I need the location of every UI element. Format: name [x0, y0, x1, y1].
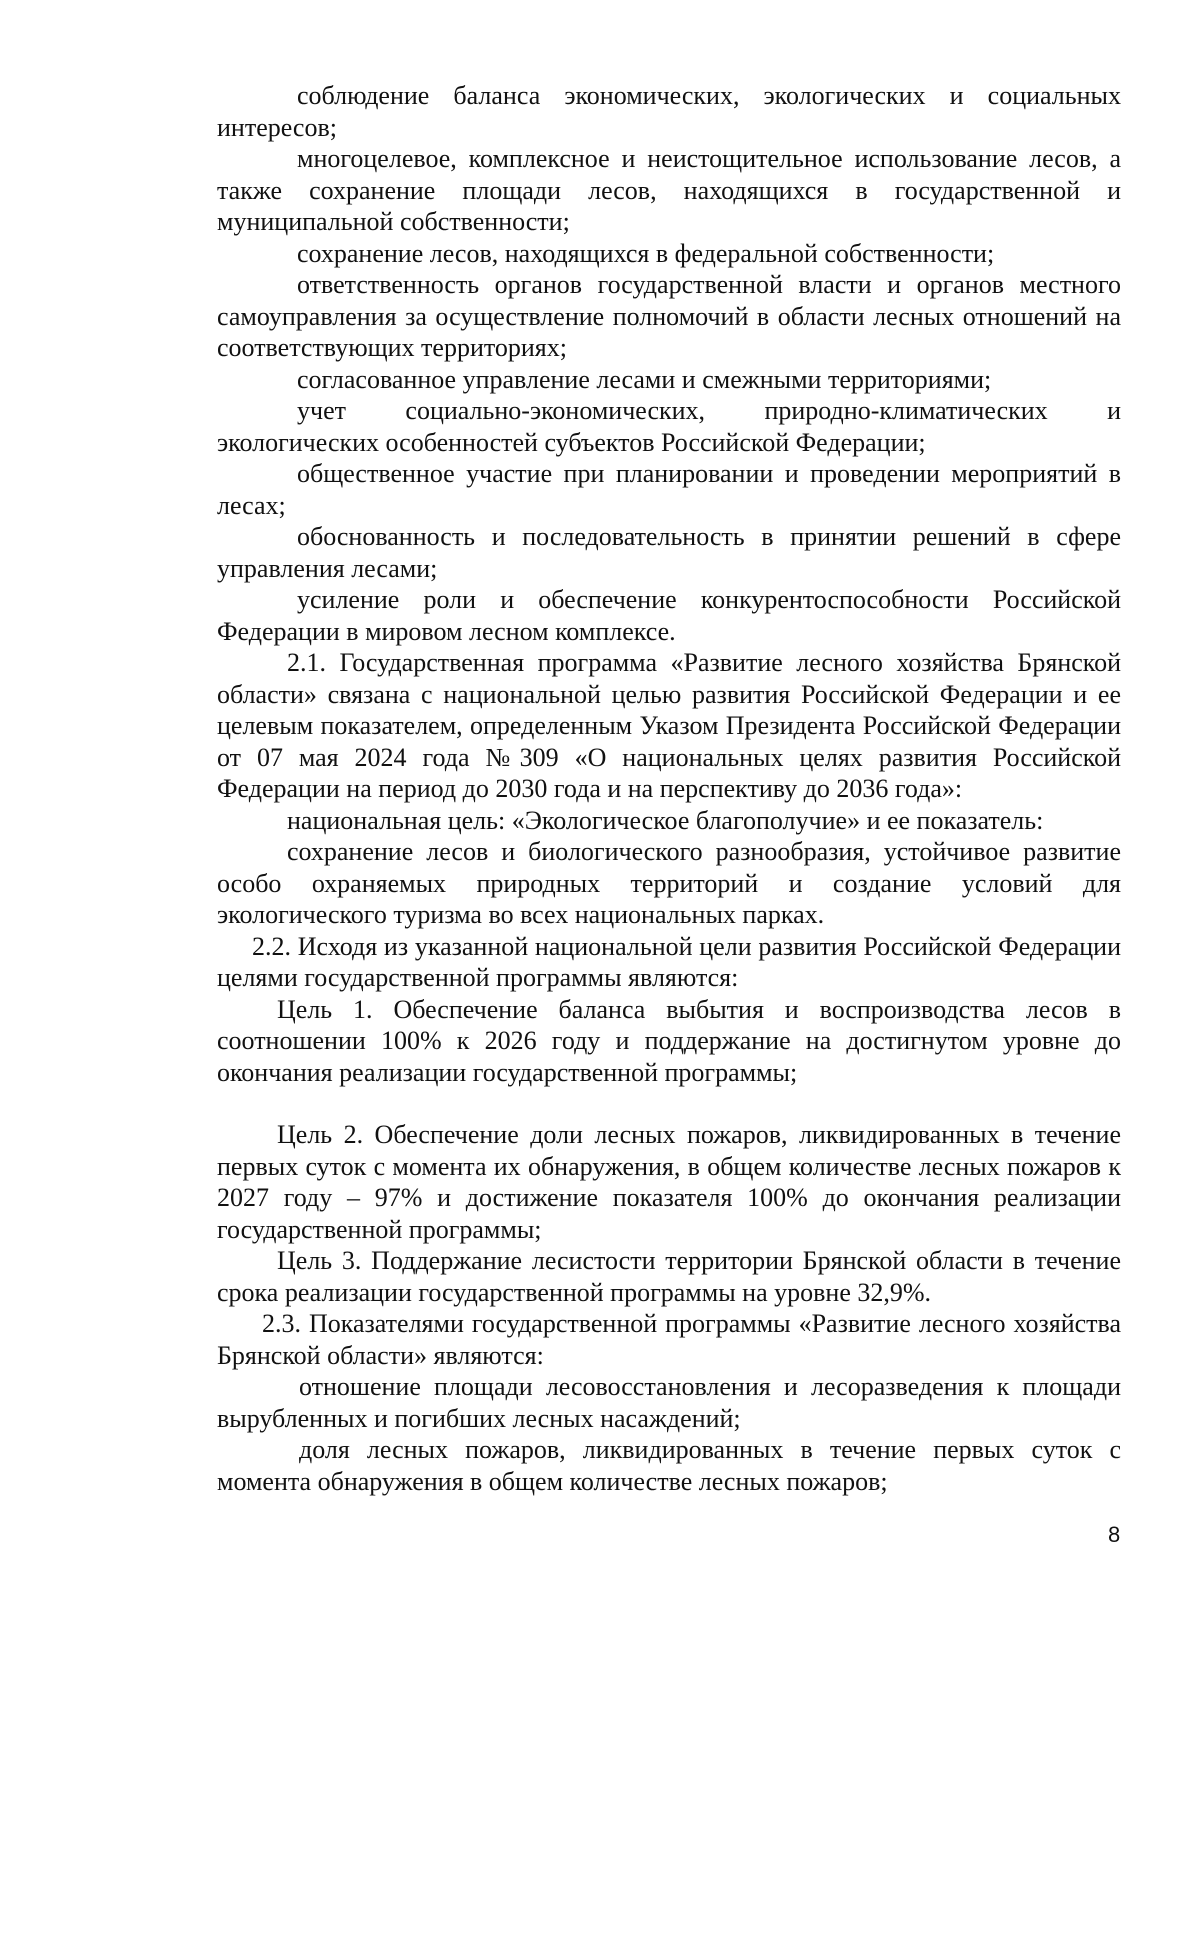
- section-2-1: 2.1. Государственная программа «Развитие лесного хозяйства Брянской области» связана с национальной целью развития Российской Федерации и ее целевым показателем, определенным Указом Президента Российской Федерации от 07 мая 2024 года №309 «О национальных целях развития Российской Федерации на период до 2030 года и на перспективу до 2036 года»:: [217, 648, 1121, 803]
- goal-2: Цель 2. Обеспечение доли лесных пожаров, ликвидированных в течение первых суток с момента их обнаружения, в общем количестве лесных пожаров к 2027 году – 97% и достижение показателя 100% до окончания реализации государственной программы;: [217, 1120, 1121, 1244]
- paragraph: доля лесных пожаров, ликвидированных в течение первых суток с момента обнаружения в общем количестве лесных пожаров;: [217, 1435, 1121, 1496]
- paragraph: сохранение лесов и биологического разнообразия, устойчивое развитие особо охраняемых природных территорий и создание условий для экологического туризма во всех национальных парках.: [217, 837, 1121, 929]
- paragraph: обоснованность и последовательность в принятии решений в сфере управления лесами;: [217, 522, 1121, 583]
- paragraph: соблюдение баланса экономических, экологических и социальных интересов;: [217, 81, 1121, 142]
- paragraph: учет социально-экономических, природно-климатических и экологических особенностей субъектов Российской Федерации;: [217, 396, 1121, 457]
- paragraph: сохранение лесов, находящихся в федеральной собственности;: [297, 238, 995, 268]
- section-2-2: 2.2. Исходя из указанной национальной цели развития Российской Федерации целями государственной программы являются:: [217, 931, 1121, 992]
- paragraph: национальная цель: «Экологическое благополучие» и ее показатель:: [287, 805, 1044, 835]
- document-body: [217, 80, 1121, 1497]
- paragraph: согласованное управление лесами и смежными территориями;: [297, 364, 992, 394]
- page-number: 8: [1108, 1522, 1121, 1547]
- paragraph: многоцелевое, комплексное и неистощительное использование лесов, а также сохранение площади лесов, находящихся в государственной и муниципальной собственности;: [217, 144, 1121, 236]
- paragraph: общественное участие при планировании и проведении мероприятий в лесах;: [217, 459, 1121, 520]
- paragraph: отношение площади лесовосстановления и лесоразведения к площади вырубленных и погибших лесных насаждений;: [217, 1372, 1121, 1433]
- paragraph: ответственность органов государственной власти и органов местного самоуправления за осуществление полномочий в области лесных отношений на соответствующих территориях;: [217, 270, 1121, 362]
- goal-3: Цель 3. Поддержание лесистости территории Брянской области в течение срока реализации государственной программы на уровне 32,9%.: [217, 1246, 1121, 1307]
- section-2-3: 2.3. Показателями государственной программы «Развитие лесного хозяйства Брянской области» являются:: [217, 1309, 1121, 1370]
- paragraph: усиление роли и обеспечение конкурентоспособности Российской Федерации в мировом лесном комплексе.: [217, 585, 1121, 646]
- goal-1: Цель 1. Обеспечение баланса выбытия и воспроизводства лесов в соотношении 100% к 2026 году и поддержание на достигнутом уровне до окончания реализации государственной программы;: [217, 994, 1121, 1087]
